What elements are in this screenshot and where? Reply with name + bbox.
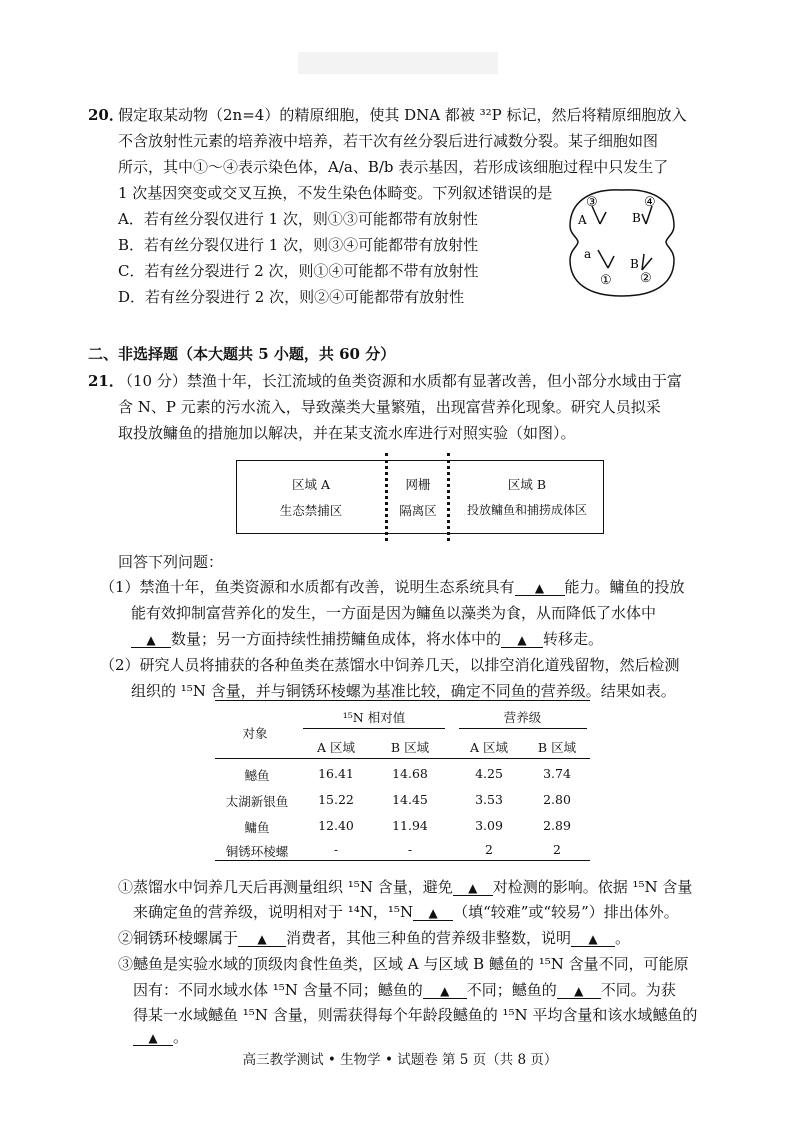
answer-blank[interactable]: ▲ (515, 582, 565, 596)
cell-value: 2 (553, 842, 561, 857)
label-3: ③ (586, 195, 598, 210)
answer-blank[interactable]: ▲ (571, 933, 615, 947)
q20-number: 20． (88, 106, 124, 124)
sub1-line-2-end: （填“较难”或“较易”）排出体外。 (453, 903, 679, 921)
part2-line-2: 组织的 ¹⁵N 含量，并与铜锈环棱螺为基准比较，确定不同鱼的营养级。结果如表。 (131, 682, 676, 700)
answer-intro: 回答下列问题： (118, 553, 224, 571)
q21-number: 21． (88, 372, 124, 390)
part1-line-1-end: 能力。鳙鱼的投放 (564, 578, 685, 596)
q20-option-a: A．若有丝分裂仅进行 1 次，则①③可能都带有放射性 (118, 210, 478, 228)
zone-a-sub: 生态禁捕区 (279, 503, 343, 518)
row-name: 鳡鱼 (244, 768, 270, 783)
q20-line-2: 不含放射性元素的培养液中培养，若干次有丝分裂后进行减数分裂。某子细胞如图 (118, 132, 659, 150)
part1-line-1 (100, 576, 685, 597)
q20-option-d: D．若有丝分裂进行 2 次，则②④可能都带有放射性 (118, 288, 465, 306)
part2-line-1: （2）研究人员将捕获的各种鱼类在蒸馏水中饲养几天，以排空消化道残留物，然后检测 (100, 656, 680, 674)
cell-value: 3.53 (475, 792, 503, 807)
q20-line-1: 假定取某动物（2n=4）的精原细胞，使其 DNA 都被 ³²P 标记，然后将精原细胞放入 (118, 106, 687, 124)
sub3-line-4 (133, 1026, 188, 1047)
answer-blank[interactable]: ▲ (557, 985, 601, 999)
header-level: 营养级 (503, 710, 542, 725)
cell-value: 11.94 (392, 818, 428, 833)
table-top-rule (215, 700, 590, 701)
section-2-heading: 二、非选择题（本大题共 5 小题，共 60 分） (88, 345, 396, 363)
sub3-line-3: 得某一水域鳡鱼 ¹⁵N 含量，则需获得每个年龄段鳡鱼的 ¹⁵N 平均含量和该水域鳡鱼的 (133, 1006, 698, 1024)
cell-value: 2.89 (543, 818, 571, 833)
sub-b1: B 区域 (390, 740, 430, 755)
q20-line-3: 所示，其中①～④表示染色体，A/a、B/b 表示基因，若形成该细胞过程中只发生了 (118, 158, 669, 176)
net-fence-right (447, 453, 450, 541)
label-4: ④ (644, 195, 656, 210)
row-name: 鳙鱼 (244, 820, 270, 835)
answer-blank[interactable]: ▲ (133, 1032, 173, 1046)
cell-value: 2.80 (543, 792, 571, 807)
sub2-text-a: ②铜锈环棱螺属于 (118, 929, 239, 947)
cell-value: 15.22 (318, 792, 354, 807)
header-n15: ¹⁵N 相对值 (342, 710, 406, 725)
q20-option-b: B．若有丝分裂仅进行 1 次，则③④可能都带有放射性 (118, 236, 479, 254)
sub3-line-1: ③鳡鱼是实验水域的顶级肉食性鱼类，区域 A 与区域 B 鳡鱼的 ¹⁵N 含量不同，可能原 (118, 955, 689, 973)
sub-a2: A 区域 (469, 740, 508, 755)
zone-mid-sub: 隔离区 (399, 503, 437, 518)
answer-blank[interactable]: ▲ (453, 882, 493, 896)
cell-value: 3.09 (475, 818, 503, 833)
zone-a-title: 区域 A (291, 477, 330, 492)
gene-B: B (632, 211, 641, 225)
row-name: 太湖新银鱼 (225, 794, 289, 809)
q20-option-c: C．若有丝分裂进行 2 次，则①④可能都不带有放射性 (118, 262, 479, 280)
zone-mid-title: 网栅 (405, 477, 431, 492)
part1-line-2: 能有效抑制富营养化的发生，一方面是因为鳙鱼以藻类为食，从而降低了水体中 (131, 604, 657, 622)
sub2-line (118, 927, 630, 948)
part1-line-3 (131, 628, 603, 649)
answer-blank[interactable]: ▲ (423, 985, 467, 999)
q20-line-4: 1 次基因突变或交叉互换，不发生染色体畸变。下列叙述错误的是 (118, 184, 553, 202)
part1-line-1-text: （1）禁渔十年，鱼类资源和水质都有改善，说明生态系统具有 (100, 578, 515, 596)
part1-line-3-text: 数量；另一方面持续性捕捞鳙鱼成体，将水体中的 (171, 630, 502, 648)
sub1-line-1-end: 对检测的影响。依据 ¹⁵N 含量 (492, 878, 693, 896)
cell-value: - (407, 842, 413, 857)
cell-value: 16.41 (318, 766, 354, 781)
header-object: 对象 (242, 726, 268, 741)
row-name: 铜锈环棱螺 (225, 844, 289, 859)
chromosome-1 (598, 250, 608, 268)
table-bottom-rule (215, 860, 590, 861)
net-fence-left (385, 453, 388, 541)
sub1-line-1-text: ①蒸馏水中饲养几天后再测量组织 ¹⁵N 含量，避免 (118, 878, 453, 896)
header-level-rule (459, 728, 587, 729)
cell-value: 14.45 (392, 792, 428, 807)
sub2-text-c: 。 (615, 929, 631, 947)
sub3-line-2-mid: 不同；鳡鱼的 (466, 981, 557, 999)
cell-value: 4.25 (475, 766, 503, 781)
q21-line-1: （10 分）禁渔十年，长江流域的鱼类资源和水质都有显著改善，但小部分水域由于富 (118, 372, 682, 390)
gene-A: A (578, 213, 587, 227)
q21-line-2: 含 N、P 元素的污水流入，导致藻类大量繁殖，出现富营养化现象。研究人员拟采 (118, 398, 661, 416)
zone-b-sub: 投放鳙鱼和捕捞成体区 (466, 503, 587, 517)
label-1: ① (600, 273, 612, 288)
q21-line-3: 取投放鳙鱼的措施加以解决，并在某支流水库进行对照实验（如图）。 (118, 424, 576, 442)
chromosome-4-arm (642, 214, 646, 224)
sub-a1: A 区域 (316, 740, 355, 755)
sub3-line-2-end: 不同。为获 (600, 981, 676, 999)
sub1-line-2-text: 来确定鱼的营养级，说明相对于 ¹⁴N，¹⁵N (133, 903, 414, 921)
answer-blank[interactable]: ▲ (238, 933, 286, 947)
header-bottom-rule (215, 758, 590, 759)
scan-header-blank (298, 52, 498, 74)
gene-b: B (630, 257, 639, 271)
zone-b-title: 区域 B (507, 477, 547, 492)
cell-diagram (562, 184, 682, 300)
page-footer: 高三教学测试 • 生物学 • 试题卷 第 5 页（共 8 页） (242, 1052, 558, 1068)
header-n15-rule (303, 728, 445, 729)
answer-blank[interactable]: ▲ (413, 907, 453, 921)
chromosome-3-arm (600, 212, 606, 224)
sub1-line-1 (118, 876, 692, 897)
sub3-line-4-end: 。 (173, 1028, 189, 1046)
cell-value: 2 (485, 842, 493, 857)
cell-value: - (333, 842, 339, 857)
label-2: ② (640, 271, 652, 286)
chromosome-1-arm (608, 256, 614, 268)
cell-value: 3.74 (543, 766, 571, 781)
cell-value: 12.40 (318, 818, 354, 833)
sub-b2: B 区域 (537, 740, 577, 755)
sub1-line-2 (133, 901, 679, 922)
sub2-text-b: 消费者，其他三种鱼的营养级非整数，说明 (286, 929, 572, 947)
cell-value: 14.68 (392, 766, 428, 781)
sub3-line-2-text: 因有：不同水域水体 ¹⁵N 含量不同；鳡鱼的 (133, 981, 423, 999)
part1-line-3-end: 转移走。 (543, 630, 604, 648)
gene-a: a (584, 247, 592, 261)
answer-blank[interactable]: ▲ (131, 634, 171, 648)
zone-diagram (236, 460, 604, 534)
answer-blank[interactable]: ▲ (501, 634, 543, 648)
sub3-line-2 (133, 979, 676, 1000)
